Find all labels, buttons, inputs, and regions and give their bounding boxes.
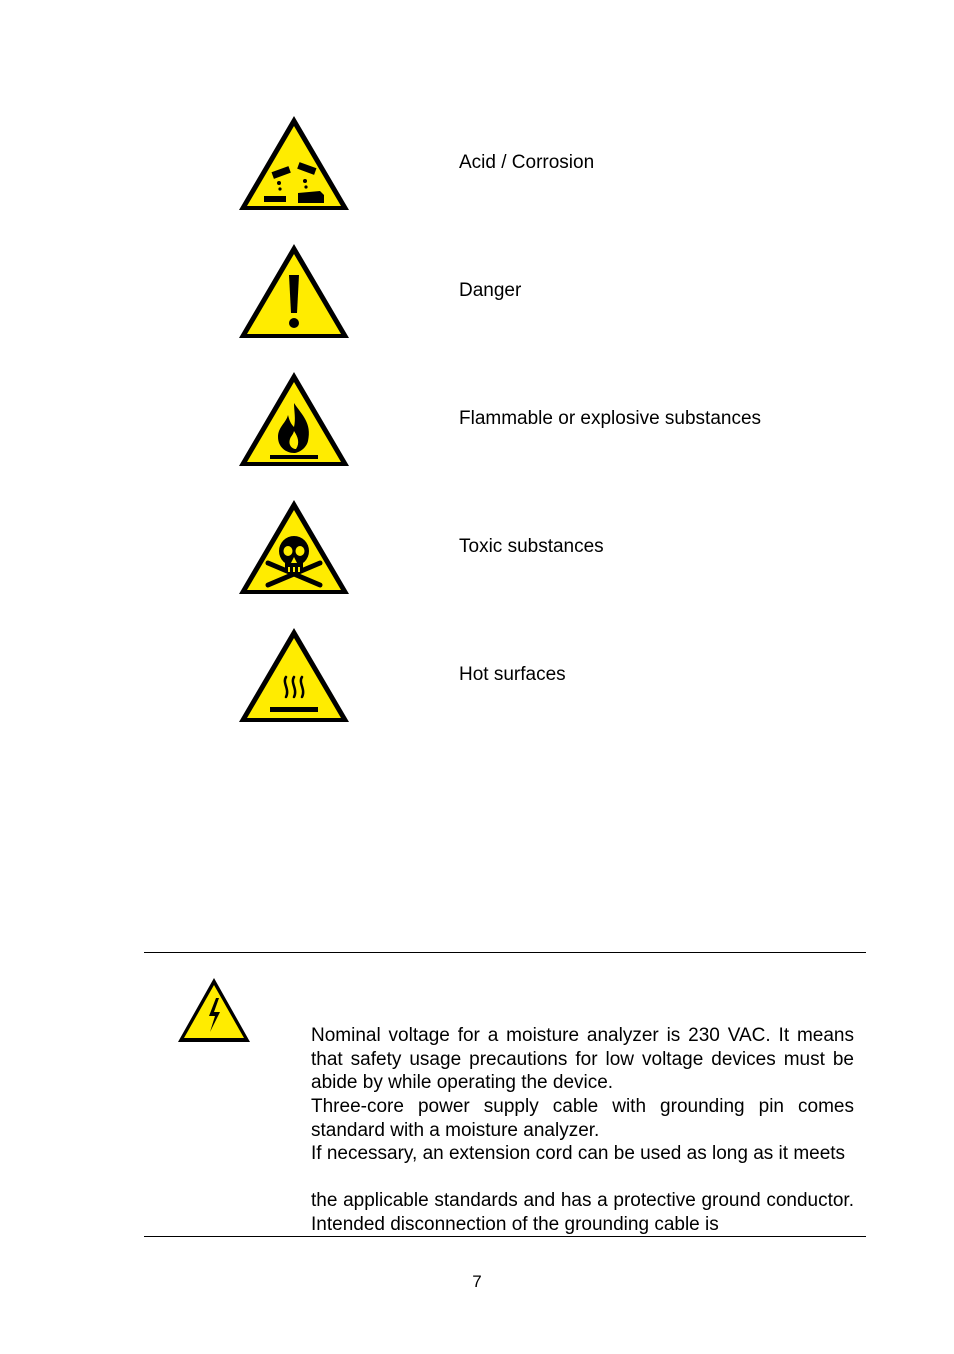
corrosion-icon <box>236 113 352 213</box>
notice-top-rule <box>144 952 866 953</box>
notice-paragraph-2: Three-core power supply cable with grounding pin comes standard with a moisture analyzer. <box>311 1096 854 1141</box>
flame-icon <box>236 369 352 469</box>
sign-label-flammable: Flammable or explosive substances <box>459 408 762 429</box>
exclamation-icon <box>236 241 352 341</box>
notice-paragraph-1: Nominal voltage for a moisture analyzer is 230 VAC. It means that safety usage precautions for low voltage devices must be abide by while operating the device. <box>311 1025 854 1093</box>
sign-label-hot-surfaces: Hot surfaces <box>459 664 566 685</box>
notice-paragraph-3: If necessary, an extension cord can be used as long as it meets <box>311 1143 846 1164</box>
sign-label-toxic: Toxic substances <box>459 536 604 557</box>
hot-surface-icon <box>236 625 352 725</box>
notice-bottom-rule <box>144 1236 866 1237</box>
sign-label-corrosion: Acid / Corrosion <box>459 152 595 173</box>
skull-icon <box>236 497 352 597</box>
high-voltage-icon <box>176 976 252 1044</box>
page-number: 7 <box>472 1272 482 1291</box>
notice-paragraph-4: the applicable standards and has a protective ground conductor. Intended disconnection of the grounding cable is <box>311 1190 854 1235</box>
sign-label-danger: Danger <box>459 280 522 301</box>
